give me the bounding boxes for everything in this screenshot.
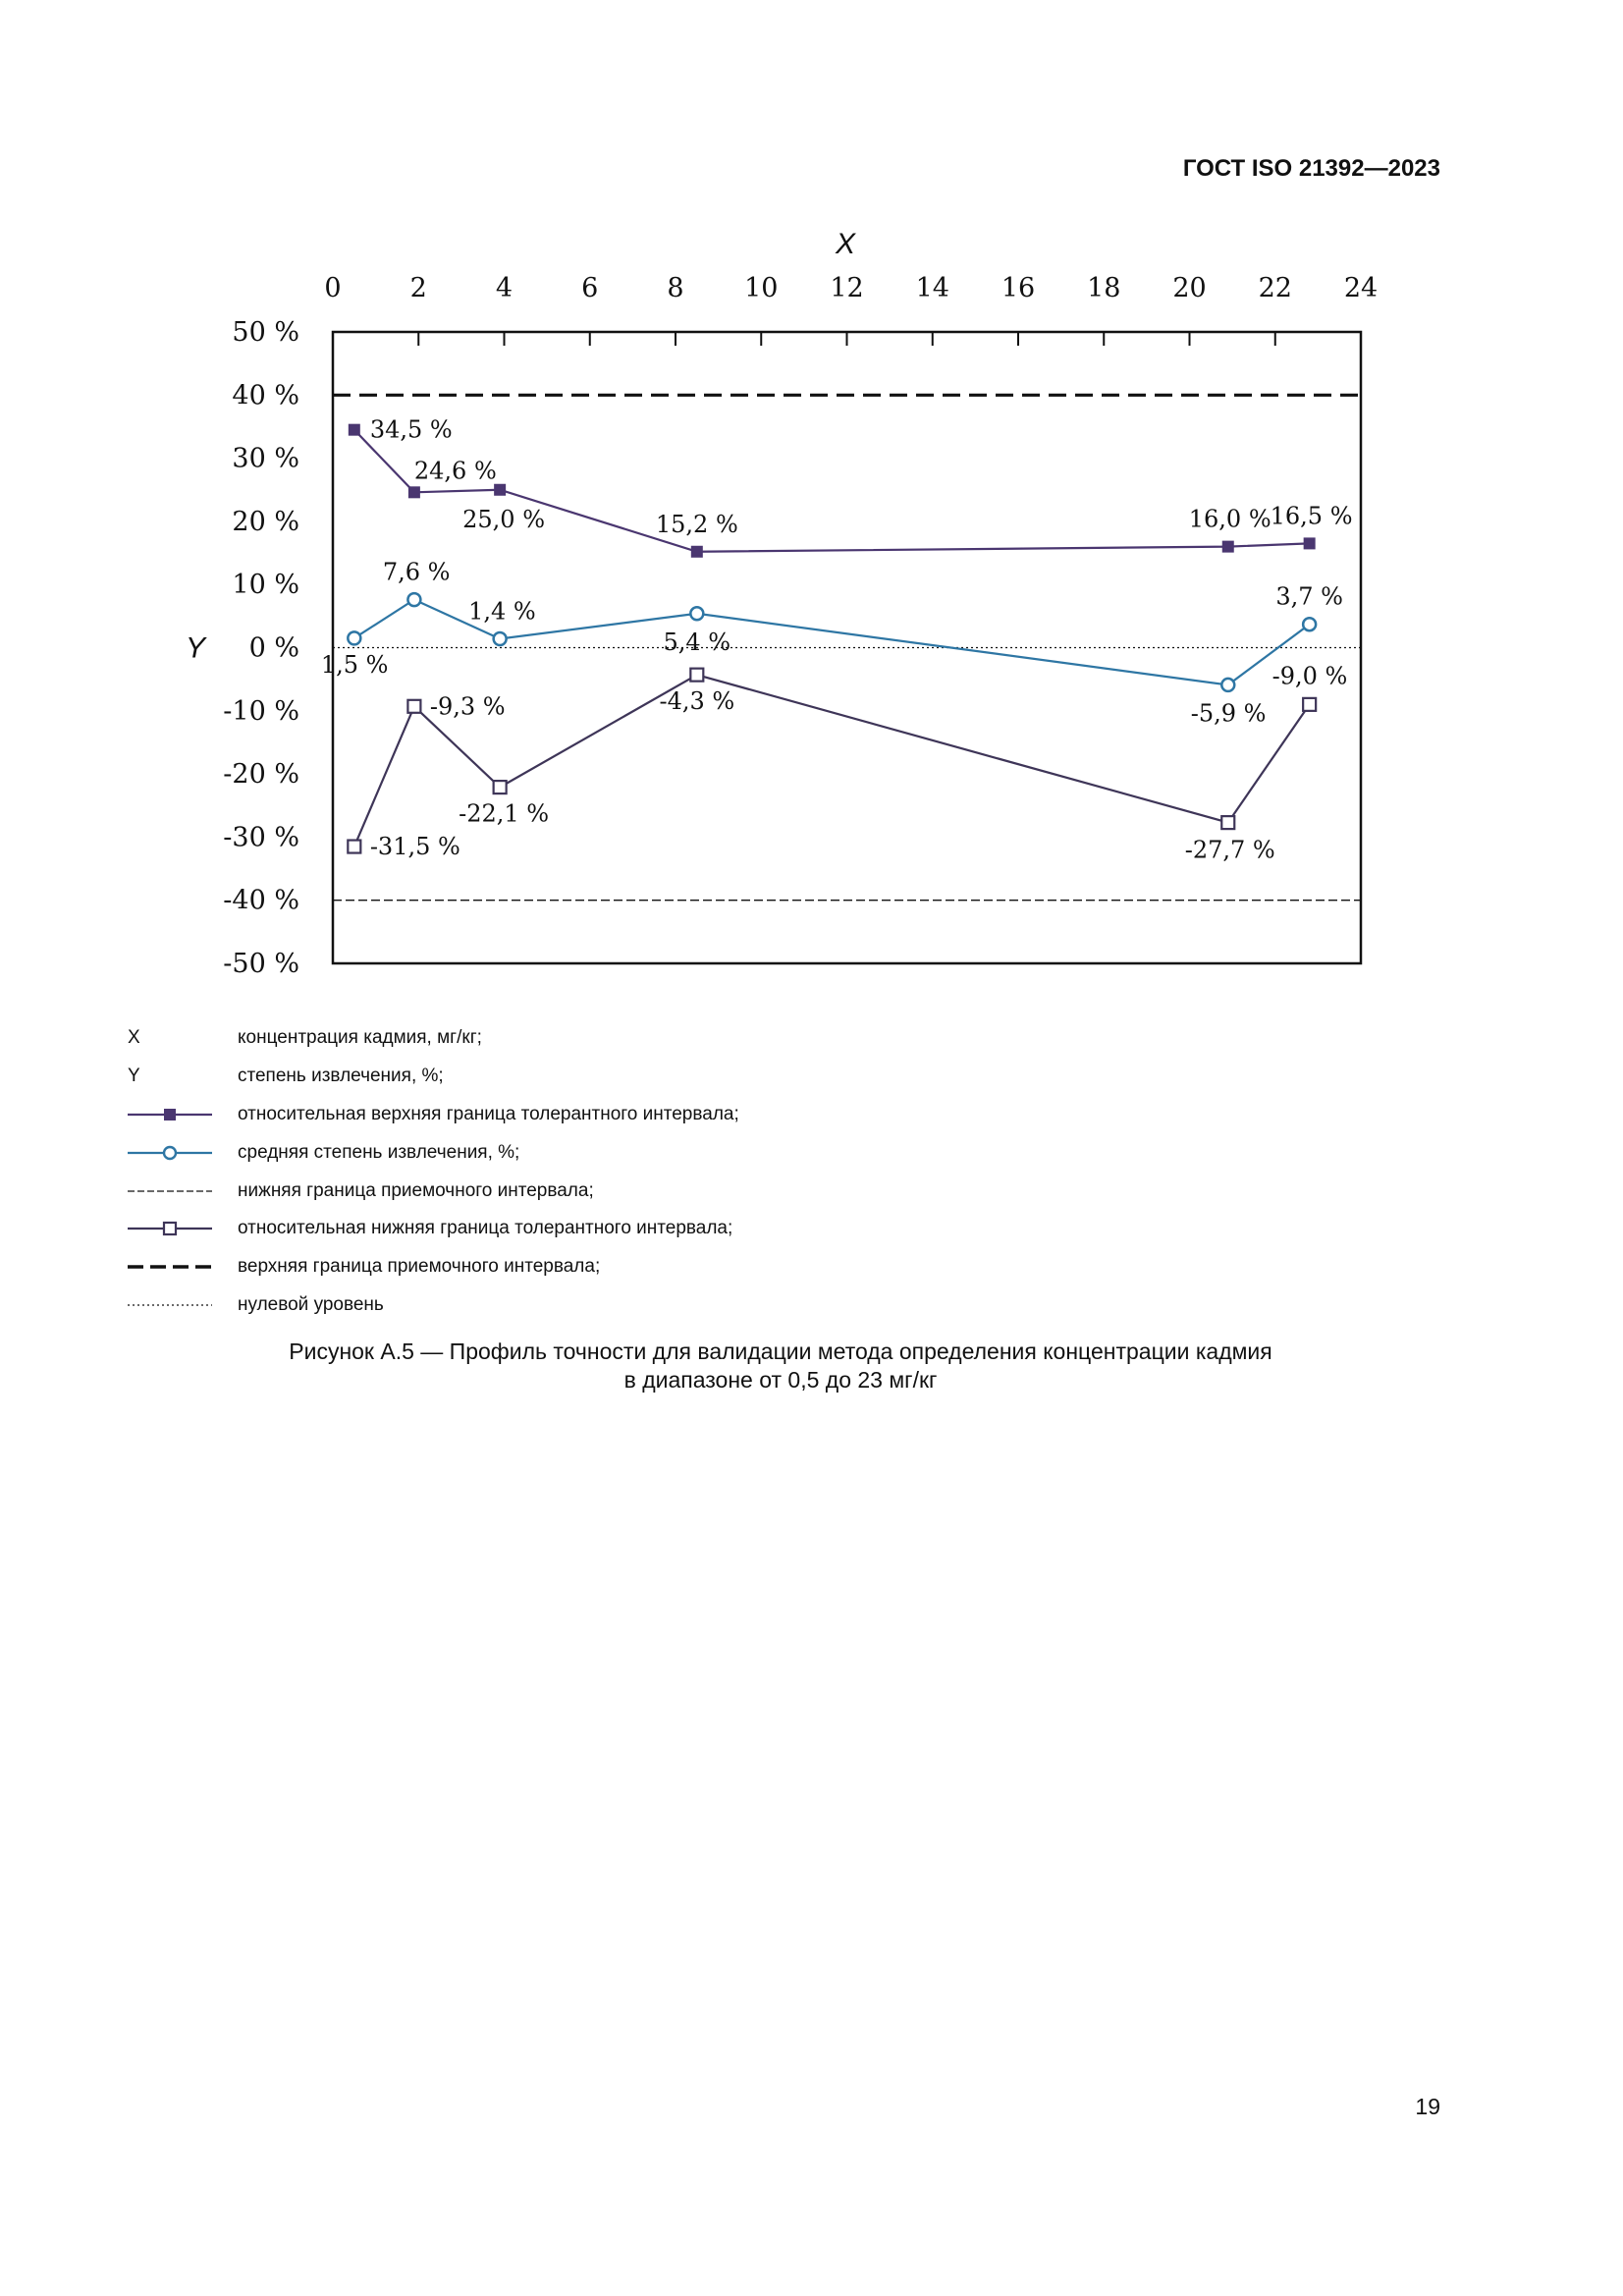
x-tick-label: 12 <box>830 273 864 303</box>
data-label-mean_recovery: 1,5 % <box>320 650 389 679</box>
legend-item <box>128 1286 1109 1325</box>
data-label-upper_tol: 16,0 % <box>1188 505 1271 533</box>
legend-item <box>128 1248 1109 1286</box>
data-label-mean_recovery: 1,4 % <box>468 597 536 626</box>
x-tick-label: 4 <box>495 273 514 303</box>
y-tick-label: 20 % <box>232 506 299 537</box>
point-marker-upper_tol <box>494 484 506 496</box>
data-label-lower_tol: -31,5 % <box>369 833 460 861</box>
point-marker-mean_recovery <box>407 593 420 606</box>
legend-symbol <box>128 1143 238 1163</box>
point-marker-mean_recovery <box>1221 679 1234 691</box>
legend <box>128 1019 1109 1324</box>
y-axis-title: Y <box>185 631 206 665</box>
legend-item <box>128 1133 1109 1172</box>
legend-item <box>128 1019 1109 1058</box>
data-label-lower_tol: -9,0 % <box>1271 662 1348 690</box>
y-tick-label: -10 % <box>223 695 299 727</box>
page-number: 19 <box>1415 2094 1440 2119</box>
y-tick-label: 0 % <box>248 632 299 664</box>
x-tick-label: 6 <box>581 273 599 303</box>
y-tick-label: -50 % <box>223 949 299 979</box>
data-label-upper_tol: 25,0 % <box>462 505 546 533</box>
legend-text: степень извлечения, %; <box>238 1066 444 1087</box>
y-tick-label: 50 % <box>232 317 299 348</box>
y-tick-label: 30 % <box>232 443 299 474</box>
point-marker-upper_tol <box>1304 537 1316 549</box>
x-tick-label: 8 <box>667 273 684 303</box>
point-marker-lower_tol <box>1221 816 1234 829</box>
legend-symbol <box>128 1295 238 1315</box>
legend-symbol <box>128 1219 238 1238</box>
plot-frame <box>333 332 1361 963</box>
point-marker-lower_tol <box>690 669 703 682</box>
x-tick-label: 18 <box>1087 273 1121 303</box>
caption-line-1: Рисунок А.5 — Профиль точности для валидации метода определения концентрации кадмия <box>289 1339 1272 1364</box>
point-marker-upper_tol <box>408 486 420 498</box>
point-marker-upper_tol <box>349 424 360 436</box>
point-marker-mean_recovery <box>494 632 507 645</box>
legend-text: концентрация кадмия, мг/кг; <box>238 1027 482 1049</box>
x-tick-label: 0 <box>324 273 342 303</box>
data-label-mean_recovery: -5,9 % <box>1190 699 1267 728</box>
data-label-lower_tol: -4,3 % <box>659 687 735 716</box>
data-label-lower_tol: -22,1 % <box>459 799 550 828</box>
legend-text: относительная верхняя граница толерантного интервала; <box>238 1103 739 1124</box>
legend-item <box>128 1096 1109 1134</box>
legend-text: средняя степень извлечения, %; <box>238 1141 520 1163</box>
legend-item <box>128 1058 1109 1096</box>
data-label-lower_tol: -9,3 % <box>429 692 506 721</box>
point-marker-lower_tol <box>407 700 420 713</box>
y-tick-label: 40 % <box>232 380 299 411</box>
point-marker-upper_tol <box>691 546 703 558</box>
document-code: ГОСТ ISO 21392—2023 <box>1182 155 1440 182</box>
legend-text: верхняя граница приемочного интервала; <box>238 1256 601 1278</box>
y-tick-label: -20 % <box>223 759 299 791</box>
legend-text: нижняя граница приемочного интервала; <box>238 1179 594 1201</box>
point-marker-lower_tol <box>494 781 507 793</box>
caption-line-2: в диапазоне от 0,5 до 23 мг/кг <box>623 1367 938 1393</box>
x-axis-title: X <box>835 228 856 260</box>
legend-item <box>128 1210 1109 1248</box>
x-tick-label: 24 <box>1343 273 1379 303</box>
legend-text: нулевой уровень <box>238 1293 384 1315</box>
data-label-upper_tol: 15,2 % <box>655 510 738 538</box>
x-tick-label: 10 <box>744 273 779 303</box>
point-marker-lower_tol <box>348 841 360 853</box>
data-label-mean_recovery: 7,6 % <box>382 558 451 586</box>
point-marker-lower_tol <box>1303 698 1316 711</box>
x-tick-label: 2 <box>409 273 427 303</box>
x-tick-label: 16 <box>1001 273 1036 303</box>
legend-symbol: X <box>128 1027 140 1049</box>
data-label-upper_tol: 34,5 % <box>369 415 453 444</box>
figure-caption <box>0 1338 1561 1394</box>
point-marker-mean_recovery <box>348 631 360 644</box>
legend-text: относительная нижняя граница толерантного интервала; <box>238 1218 733 1239</box>
x-tick-label: 22 <box>1258 273 1292 303</box>
data-label-lower_tol: -27,7 % <box>1184 836 1275 864</box>
point-marker-mean_recovery <box>1303 618 1316 630</box>
point-marker-mean_recovery <box>690 607 703 620</box>
y-tick-label: 10 % <box>232 570 299 601</box>
data-label-upper_tol: 24,6 % <box>413 457 497 485</box>
data-label-upper_tol: 16,5 % <box>1270 502 1353 530</box>
legend-symbol <box>128 1105 238 1124</box>
x-tick-label: 20 <box>1172 273 1207 303</box>
legend-symbol <box>128 1257 238 1277</box>
data-label-mean_recovery: 3,7 % <box>1275 582 1343 611</box>
y-tick-label: -40 % <box>223 885 299 916</box>
accuracy-profile-chart <box>0 0 1623 992</box>
legend-symbol: Y <box>128 1066 140 1087</box>
point-marker-upper_tol <box>1222 541 1234 553</box>
data-label-mean_recovery: 5,4 % <box>663 628 731 656</box>
x-tick-label: 14 <box>915 273 949 303</box>
legend-item <box>128 1172 1109 1210</box>
y-tick-label: -30 % <box>223 822 299 853</box>
legend-symbol <box>128 1181 238 1201</box>
series-upper_tol <box>349 424 1316 558</box>
